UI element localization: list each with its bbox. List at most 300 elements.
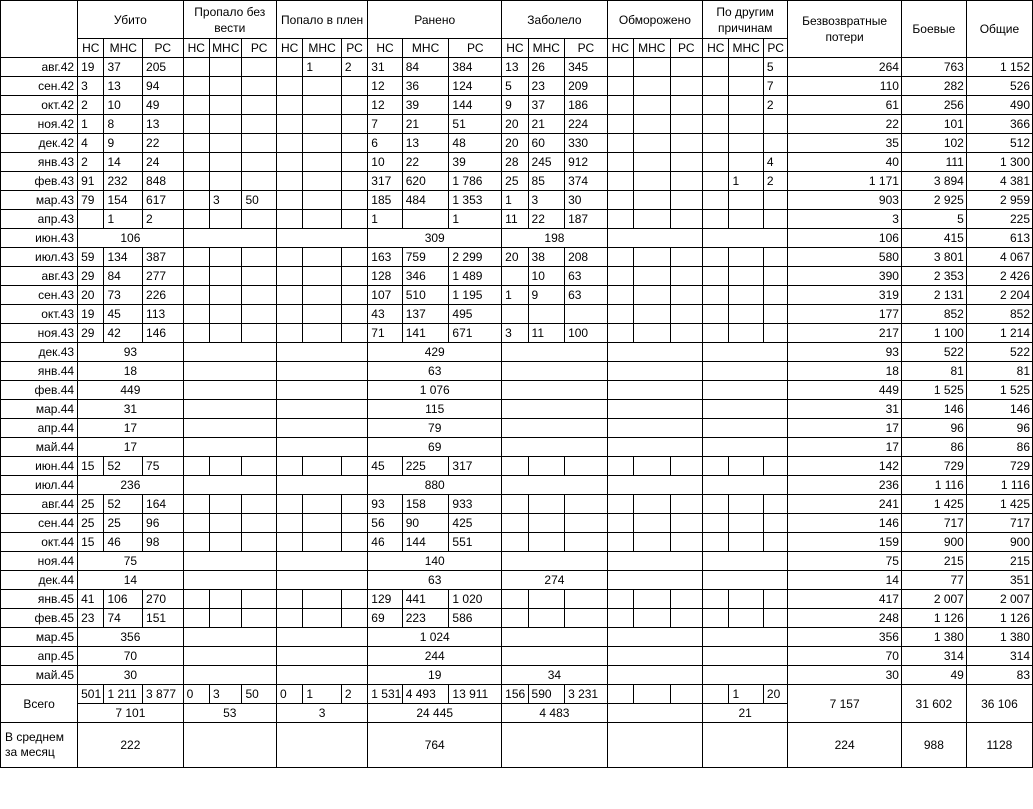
total-cell: 264 <box>788 58 902 77</box>
month-cell: фев.45 <box>1 609 78 628</box>
data-cell <box>502 609 528 628</box>
data-cell: 671 <box>449 324 502 343</box>
data-cell: 1 489 <box>449 267 502 286</box>
group-sum-cell <box>703 438 788 457</box>
data-cell <box>210 210 242 229</box>
total-cell: 215 <box>966 552 1032 571</box>
data-cell: 13 <box>104 77 143 96</box>
data-cell <box>670 210 703 229</box>
group-sum-cell <box>183 476 276 495</box>
data-cell: 91 <box>78 172 104 191</box>
data-cell <box>210 324 242 343</box>
data-cell: 387 <box>143 248 184 267</box>
data-cell <box>607 286 633 305</box>
group-sum-cell <box>607 438 702 457</box>
data-cell <box>703 305 729 324</box>
data-cell <box>607 191 633 210</box>
total-cell: 1 214 <box>966 324 1032 343</box>
data-cell <box>763 305 787 324</box>
group-sum-cell <box>607 362 702 381</box>
data-cell: 49 <box>143 96 184 115</box>
data-cell: 15 <box>78 533 104 552</box>
data-cell <box>703 210 729 229</box>
data-cell <box>763 514 787 533</box>
average-label: В среднем за месяц <box>1 723 78 768</box>
sub-header: РС <box>670 39 703 58</box>
data-cell: 933 <box>449 495 502 514</box>
group-sum-cell: 19 <box>368 666 502 685</box>
group-sum-cell: 63 <box>368 362 502 381</box>
data-cell <box>183 514 209 533</box>
data-cell <box>763 115 787 134</box>
data-cell: 20 <box>78 286 104 305</box>
data-cell <box>763 495 787 514</box>
data-cell <box>634 172 671 191</box>
group-sum-cell <box>607 381 702 400</box>
table-row <box>1 533 1033 552</box>
data-cell <box>634 286 671 305</box>
data-cell: 2 <box>341 58 367 77</box>
data-cell <box>341 609 367 628</box>
table-row <box>1 495 1033 514</box>
group-sum-cell <box>703 666 788 685</box>
total-cell: 1 425 <box>901 495 966 514</box>
data-cell <box>763 267 787 286</box>
data-cell <box>242 134 276 153</box>
data-cell <box>607 172 633 191</box>
total-data-cell: 1 <box>729 685 763 704</box>
data-cell: 225 <box>402 457 449 476</box>
total-group-sum: 7 101 <box>78 704 184 723</box>
total-data-cell: 0 <box>276 685 302 704</box>
data-cell <box>565 590 608 609</box>
grand-total-cell: 7 157 <box>788 685 902 723</box>
month-cell: июн.43 <box>1 229 78 248</box>
total-cell: 22 <box>788 115 902 134</box>
data-cell <box>763 457 787 476</box>
data-cell: 232 <box>104 172 143 191</box>
data-cell: 30 <box>565 191 608 210</box>
total-cell: 35 <box>788 134 902 153</box>
data-cell <box>341 305 367 324</box>
data-cell <box>210 96 242 115</box>
total-cell: 717 <box>966 514 1032 533</box>
total-cell: 1 152 <box>966 58 1032 77</box>
table-row <box>1 324 1033 343</box>
data-cell <box>276 590 302 609</box>
sub-header: РС <box>143 39 184 58</box>
data-cell <box>703 77 729 96</box>
data-cell <box>729 305 763 324</box>
total-cell: 159 <box>788 533 902 552</box>
total-data-cell: 501 <box>78 685 104 704</box>
data-cell <box>276 305 302 324</box>
data-cell <box>729 58 763 77</box>
table-row <box>1 514 1033 533</box>
total-cell: 102 <box>901 134 966 153</box>
table-row <box>1 666 1033 685</box>
data-cell: 8 <box>104 115 143 134</box>
data-cell: 37 <box>104 58 143 77</box>
total-cell: 1 100 <box>901 324 966 343</box>
data-cell: 63 <box>565 286 608 305</box>
data-cell <box>729 495 763 514</box>
total-header: Безвозвратные потери <box>788 1 902 58</box>
data-cell <box>210 248 242 267</box>
data-cell <box>634 305 671 324</box>
total-header: Боевые <box>901 1 966 58</box>
data-cell <box>607 457 633 476</box>
month-cell: янв.43 <box>1 153 78 172</box>
data-cell <box>634 153 671 172</box>
data-cell <box>528 457 565 476</box>
data-cell <box>729 590 763 609</box>
total-header: Общие <box>966 1 1032 58</box>
data-cell: 60 <box>528 134 565 153</box>
data-cell <box>276 172 302 191</box>
group-header: Пропало без вести <box>183 1 276 39</box>
data-cell: 223 <box>402 609 449 628</box>
data-cell <box>634 533 671 552</box>
data-cell: 9 <box>528 286 565 305</box>
data-cell: 19 <box>78 58 104 77</box>
group-sum-cell <box>607 343 702 362</box>
total-cell: 77 <box>901 571 966 590</box>
table-row <box>1 552 1033 571</box>
data-cell <box>502 533 528 552</box>
data-cell: 425 <box>449 514 502 533</box>
month-cell: дек.44 <box>1 571 78 590</box>
data-cell <box>729 210 763 229</box>
total-cell: 314 <box>901 647 966 666</box>
group-sum-cell <box>703 552 788 571</box>
data-cell <box>210 533 242 552</box>
data-cell: 510 <box>402 286 449 305</box>
data-cell: 3 <box>528 191 565 210</box>
data-cell: 144 <box>402 533 449 552</box>
group-sum-cell <box>607 476 702 495</box>
data-cell: 42 <box>104 324 143 343</box>
data-cell: 106 <box>104 590 143 609</box>
data-cell <box>670 153 703 172</box>
data-cell <box>703 58 729 77</box>
data-cell <box>341 248 367 267</box>
data-cell <box>607 609 633 628</box>
total-data-cell: 3 <box>210 685 242 704</box>
total-cell: 146 <box>788 514 902 533</box>
average-total-cell: 224 <box>788 723 902 768</box>
data-cell <box>528 514 565 533</box>
data-cell <box>670 267 703 286</box>
data-cell <box>729 191 763 210</box>
table-row <box>1 343 1033 362</box>
total-cell: 580 <box>788 248 902 267</box>
data-cell <box>670 172 703 191</box>
data-cell: 29 <box>78 324 104 343</box>
table-row <box>1 457 1033 476</box>
data-cell <box>303 267 342 286</box>
total-cell: 729 <box>901 457 966 476</box>
group-sum-cell <box>703 381 788 400</box>
data-cell: 759 <box>402 248 449 267</box>
data-cell: 93 <box>368 495 402 514</box>
data-cell <box>607 248 633 267</box>
sub-header: МНС <box>104 39 143 58</box>
group-sum-cell <box>703 647 788 666</box>
data-cell: 10 <box>528 267 565 286</box>
total-cell: 96 <box>901 419 966 438</box>
group-sum-cell <box>607 552 702 571</box>
data-cell: 4 <box>78 134 104 153</box>
total-cell: 4 067 <box>966 248 1032 267</box>
data-cell <box>276 495 302 514</box>
group-sum-cell: 14 <box>78 571 184 590</box>
data-cell <box>276 514 302 533</box>
data-cell <box>607 305 633 324</box>
data-cell: 7 <box>368 115 402 134</box>
data-cell: 28 <box>502 153 528 172</box>
data-cell: 154 <box>104 191 143 210</box>
group-sum-cell: 93 <box>78 343 184 362</box>
data-cell: 374 <box>565 172 608 191</box>
total-cell: 390 <box>788 267 902 286</box>
group-sum-cell <box>607 628 702 647</box>
data-cell <box>341 286 367 305</box>
group-sum-cell: 106 <box>78 229 184 248</box>
total-group-sum: 4 483 <box>502 704 608 723</box>
data-cell <box>341 134 367 153</box>
group-sum-cell <box>183 628 276 647</box>
average-group-cell <box>502 723 608 768</box>
group-sum-cell <box>502 343 608 362</box>
month-cell: май.45 <box>1 666 78 685</box>
data-cell <box>303 248 342 267</box>
total-cell: 14 <box>788 571 902 590</box>
data-cell <box>634 324 671 343</box>
data-cell <box>763 248 787 267</box>
sub-header: МНС <box>729 39 763 58</box>
data-cell: 73 <box>104 286 143 305</box>
group-sum-cell <box>502 647 608 666</box>
total-cell: 1 525 <box>901 381 966 400</box>
total-cell: 86 <box>901 438 966 457</box>
sub-header: РС <box>341 39 367 58</box>
data-cell <box>703 267 729 286</box>
group-sum-cell <box>183 571 276 590</box>
data-cell <box>183 191 209 210</box>
data-cell: 158 <box>402 495 449 514</box>
data-cell <box>242 115 276 134</box>
data-cell: 15 <box>78 457 104 476</box>
data-cell: 3 <box>78 77 104 96</box>
data-cell: 90 <box>402 514 449 533</box>
group-sum-cell <box>276 647 367 666</box>
data-cell: 50 <box>242 191 276 210</box>
sub-header: РС <box>565 39 608 58</box>
data-cell <box>703 115 729 134</box>
data-cell <box>183 58 209 77</box>
data-cell <box>183 457 209 476</box>
total-data-cell: 1 <box>303 685 342 704</box>
data-cell <box>242 590 276 609</box>
data-cell <box>341 153 367 172</box>
total-cell: 17 <box>788 438 902 457</box>
data-cell <box>276 324 302 343</box>
group-sum-cell <box>276 438 367 457</box>
data-cell: 31 <box>368 58 402 77</box>
table-row <box>1 115 1033 134</box>
data-cell <box>607 115 633 134</box>
data-cell: 620 <box>402 172 449 191</box>
total-cell: 900 <box>901 533 966 552</box>
sub-header: РС <box>449 39 502 58</box>
data-cell <box>242 77 276 96</box>
sub-header: МНС <box>402 39 449 58</box>
data-cell: 21 <box>528 115 565 134</box>
total-data-cell <box>607 685 633 704</box>
data-cell: 13 <box>502 58 528 77</box>
data-cell: 20 <box>502 115 528 134</box>
month-cell: окт.43 <box>1 305 78 324</box>
month-cell: авг.42 <box>1 58 78 77</box>
data-cell <box>210 267 242 286</box>
data-cell <box>183 134 209 153</box>
data-cell: 38 <box>528 248 565 267</box>
table-row <box>1 400 1033 419</box>
total-cell: 110 <box>788 77 902 96</box>
data-cell: 208 <box>565 248 608 267</box>
data-cell <box>670 324 703 343</box>
data-cell: 128 <box>368 267 402 286</box>
total-data-cell <box>670 685 703 704</box>
total-cell: 900 <box>966 533 1032 552</box>
group-sum-cell <box>276 419 367 438</box>
group-sum-cell <box>276 666 367 685</box>
total-data-cell: 2 <box>341 685 367 704</box>
total-data-cell: 3 877 <box>143 685 184 704</box>
data-cell: 21 <box>402 115 449 134</box>
data-cell <box>565 514 608 533</box>
data-cell <box>341 495 367 514</box>
group-sum-cell: 1 076 <box>368 381 502 400</box>
total-cell: 142 <box>788 457 902 476</box>
data-cell: 1 <box>449 210 502 229</box>
total-cell: 763 <box>901 58 966 77</box>
data-cell <box>634 58 671 77</box>
table-row <box>1 134 1033 153</box>
month-cell: янв.44 <box>1 362 78 381</box>
total-cell: 30 <box>788 666 902 685</box>
data-cell: 2 <box>763 96 787 115</box>
group-sum-cell <box>183 362 276 381</box>
total-cell: 1 116 <box>966 476 1032 495</box>
group-sum-cell <box>502 381 608 400</box>
month-cell: сен.43 <box>1 286 78 305</box>
data-cell <box>607 58 633 77</box>
table-row <box>1 172 1033 191</box>
data-cell <box>670 590 703 609</box>
group-sum-cell <box>183 343 276 362</box>
data-cell: 484 <box>402 191 449 210</box>
data-cell <box>502 495 528 514</box>
total-cell: 314 <box>966 647 1032 666</box>
total-cell: 3 894 <box>901 172 966 191</box>
data-cell <box>303 96 342 115</box>
data-cell <box>276 153 302 172</box>
data-cell: 912 <box>565 153 608 172</box>
total-data-cell: 20 <box>763 685 787 704</box>
data-cell <box>341 115 367 134</box>
average-group-cell <box>276 723 367 768</box>
data-cell <box>763 533 787 552</box>
data-cell: 11 <box>502 210 528 229</box>
data-cell <box>703 514 729 533</box>
data-cell <box>607 96 633 115</box>
group-sum-cell <box>276 552 367 571</box>
data-cell <box>565 609 608 628</box>
data-cell <box>276 77 302 96</box>
data-cell <box>670 248 703 267</box>
total-cell: 2 426 <box>966 267 1032 286</box>
total-cell: 225 <box>966 210 1032 229</box>
data-cell: 48 <box>449 134 502 153</box>
total-cell: 217 <box>788 324 902 343</box>
group-header: Ранено <box>368 1 502 39</box>
total-cell: 101 <box>901 115 966 134</box>
total-cell: 522 <box>966 343 1032 362</box>
month-cell: ноя.42 <box>1 115 78 134</box>
sub-header: НС <box>368 39 402 58</box>
total-data-cell: 1 211 <box>104 685 143 704</box>
total-cell: 2 007 <box>901 590 966 609</box>
average-total-cell: 1128 <box>966 723 1032 768</box>
data-cell <box>703 191 729 210</box>
sub-header: НС <box>607 39 633 58</box>
month-cell: ноя.43 <box>1 324 78 343</box>
data-cell <box>183 305 209 324</box>
data-cell: 2 <box>78 96 104 115</box>
data-cell: 146 <box>143 324 184 343</box>
group-sum-cell <box>502 476 608 495</box>
data-cell <box>634 590 671 609</box>
month-cell: апр.43 <box>1 210 78 229</box>
total-cell: 1 171 <box>788 172 902 191</box>
total-cell: 366 <box>966 115 1032 134</box>
data-cell <box>670 134 703 153</box>
data-cell <box>607 324 633 343</box>
data-cell <box>703 533 729 552</box>
data-cell <box>341 77 367 96</box>
month-cell: дек.43 <box>1 343 78 362</box>
group-sum-cell: 429 <box>368 343 502 362</box>
table-row <box>1 438 1033 457</box>
group-sum-cell: 1 024 <box>368 628 502 647</box>
group-sum-cell: 63 <box>368 571 502 590</box>
data-cell <box>703 286 729 305</box>
total-cell: 18 <box>788 362 902 381</box>
total-cell: 2 204 <box>966 286 1032 305</box>
data-cell <box>276 191 302 210</box>
group-sum-cell: 236 <box>78 476 184 495</box>
total-cell: 146 <box>901 400 966 419</box>
data-cell: 100 <box>565 324 608 343</box>
data-cell <box>242 172 276 191</box>
data-cell: 46 <box>104 533 143 552</box>
group-sum-cell: 34 <box>502 666 608 685</box>
data-cell <box>341 210 367 229</box>
total-cell: 40 <box>788 153 902 172</box>
table-body <box>1 58 1033 768</box>
